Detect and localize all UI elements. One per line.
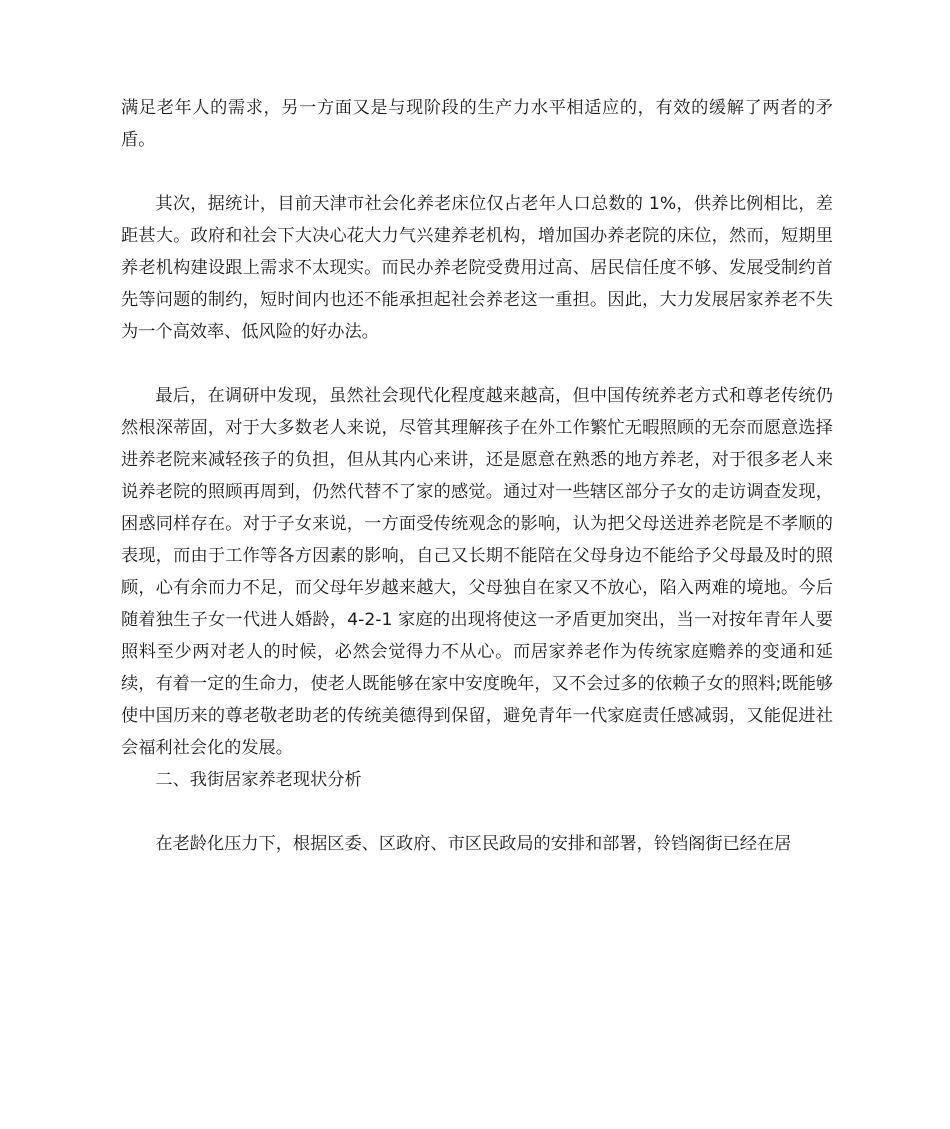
section-heading: 二、我街居家养老现状分析 xyxy=(155,770,362,790)
paragraph-finally: 最后，在调研中发现，虽然社会现代化程度越来越高，但中国传统养老方式和尊老传统仍然根深蒂固，对于大多数老人来说，尽管其理解孩子在外工作繁忙无暇照顾的无奈而愿意选择进养老院来减轻孩子的负担，但从其内心来讲，还是愿意在熟悉的地方养老，对于很多老人来说养老院的照顾再周到，仍然代替不了家的感觉。通过对一些辖区部分子女的走访调查发现，困惑同样存在。对于子女来说，一方面受传统观念的影响，认为把父母送进养老院是不孝顺的表现，而由于工作等各方因素的影响，自己又长期不能陪在父母身边不能给予父母最及时的照顾，心有余而力不足，而父母年岁越来越大，父母独自在家又不放心，陷入两难的境地。今后随着独生子女一代进人婚龄，4-2-1 家庭的出现将使这一矛盾更加突出，当一对按年青年人要照料至少两对老人的时候，必然会觉得力不从心。而居家养老作为传统家庭赡养的变通和延续，有着一定的生命力，使老人既能够在家中安度晚年，又不会过多的依赖子女的照料;既能够使中国历来的尊老敬老助老的传统美德得到保留，避免青年一代家庭责任感减弱，又能促进社会福利社会化的发展。 xyxy=(121,386,833,758)
paragraph-section-intro: 在老龄化压力下，根据区委、区政府、市区民政局的安排和部署，铃铛阁街已经在居 xyxy=(155,834,792,854)
paragraph-continuation: 满足老年人的需求，另一方面又是与现阶段的生产力水平相适应的，有效的缓解了两者的矛盾。 xyxy=(121,98,833,150)
paragraph-secondly: 其次，据统计，目前天津市社会化养老床位仅占老年人口总数的 1%，供养比例相比，差距甚大。政府和社会下大决心花大力气兴建养老机构，增加国办养老院的床位，然而，短期里养老机构建设跟上需求不太现实。而民办养老院受费用过高、居民信任度不够、发展受制约首先等问题的制约，短时间内也还不能承担起社会养老这一重担。因此，大力发展居家养老不失为一个高效率、低风险的好办法。 xyxy=(121,194,833,342)
document-body xyxy=(121,92,833,860)
